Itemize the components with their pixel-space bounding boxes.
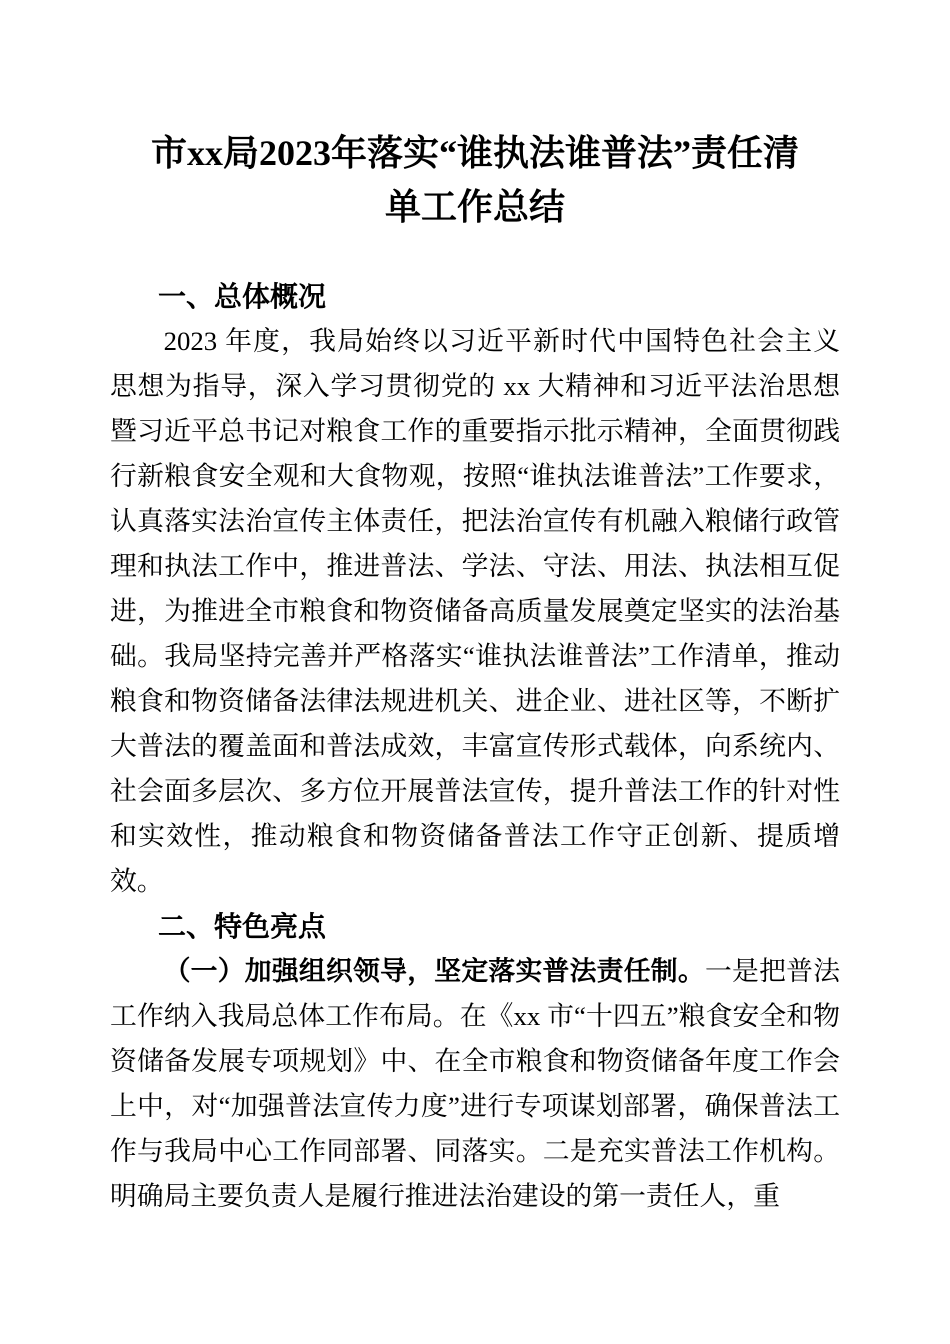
document-title-line-1: 市xx局2023年落实“谁执法谁普法”责任清 xyxy=(150,133,799,173)
section-heading-highlights: 二、特色亮点 xyxy=(158,911,327,942)
paragraph-overview xyxy=(110,319,840,904)
paragraph-overview-text: 2023 年度，我局始终以习近平新时代中国特色社会主义思想为指导，深入学习贯彻党的 xx 大精神和习近平法治思想暨习近平总书记对粮食工作的重要指示批示精神，全面贯彻践行新粮食安全观和大食物观，按照“谁执法谁普法”工作要求，认真落实法治宣传主体责任，把法治宣传有机融入粮储行政管理和执法工作中，推进普法、学法、守法、用法、执法相互促进，为推进全市粮食和物资储备高质量发展奠定坚实的法治基础。我局坚持完善并严格落实“谁执法谁普法”工作清单，推动粮食和物资储备法律法规进机关、进企业、进社区等，不断扩大普法的覆盖面和普法成效，丰富宣传形式载体，向系统内、社会面多层次、多方位开展普法宣传，提升普法工作的针对性和实效性，推动粮食和物资储备普法工作守正创新、提质增效。 xyxy=(110,326,840,896)
paragraph-highlights-text: 一是把普法工作纳入我局总体工作布局。在《xx 市“十四五”粮食安全和物资储备发展专项规划》中、在全市粮食和物资储备年度工作会上中，对“加强普法宣传力度”进行专项谋划部署，确保普法工作与我局中心工作同部署、同落实。二是充实普法工作机构。明确局主要负责人是履行推进法治建设的第一责任人，重 xyxy=(110,956,841,1211)
paragraph-highlights xyxy=(110,949,840,1219)
document-title-line-2: 单工作总结 xyxy=(384,187,565,227)
paragraph-highlights-lead: （一）加强组织领导，坚定落实普法责任制。 xyxy=(163,956,705,986)
document-title xyxy=(110,126,840,234)
section-heading-overview: 一、总体概况 xyxy=(158,281,327,312)
